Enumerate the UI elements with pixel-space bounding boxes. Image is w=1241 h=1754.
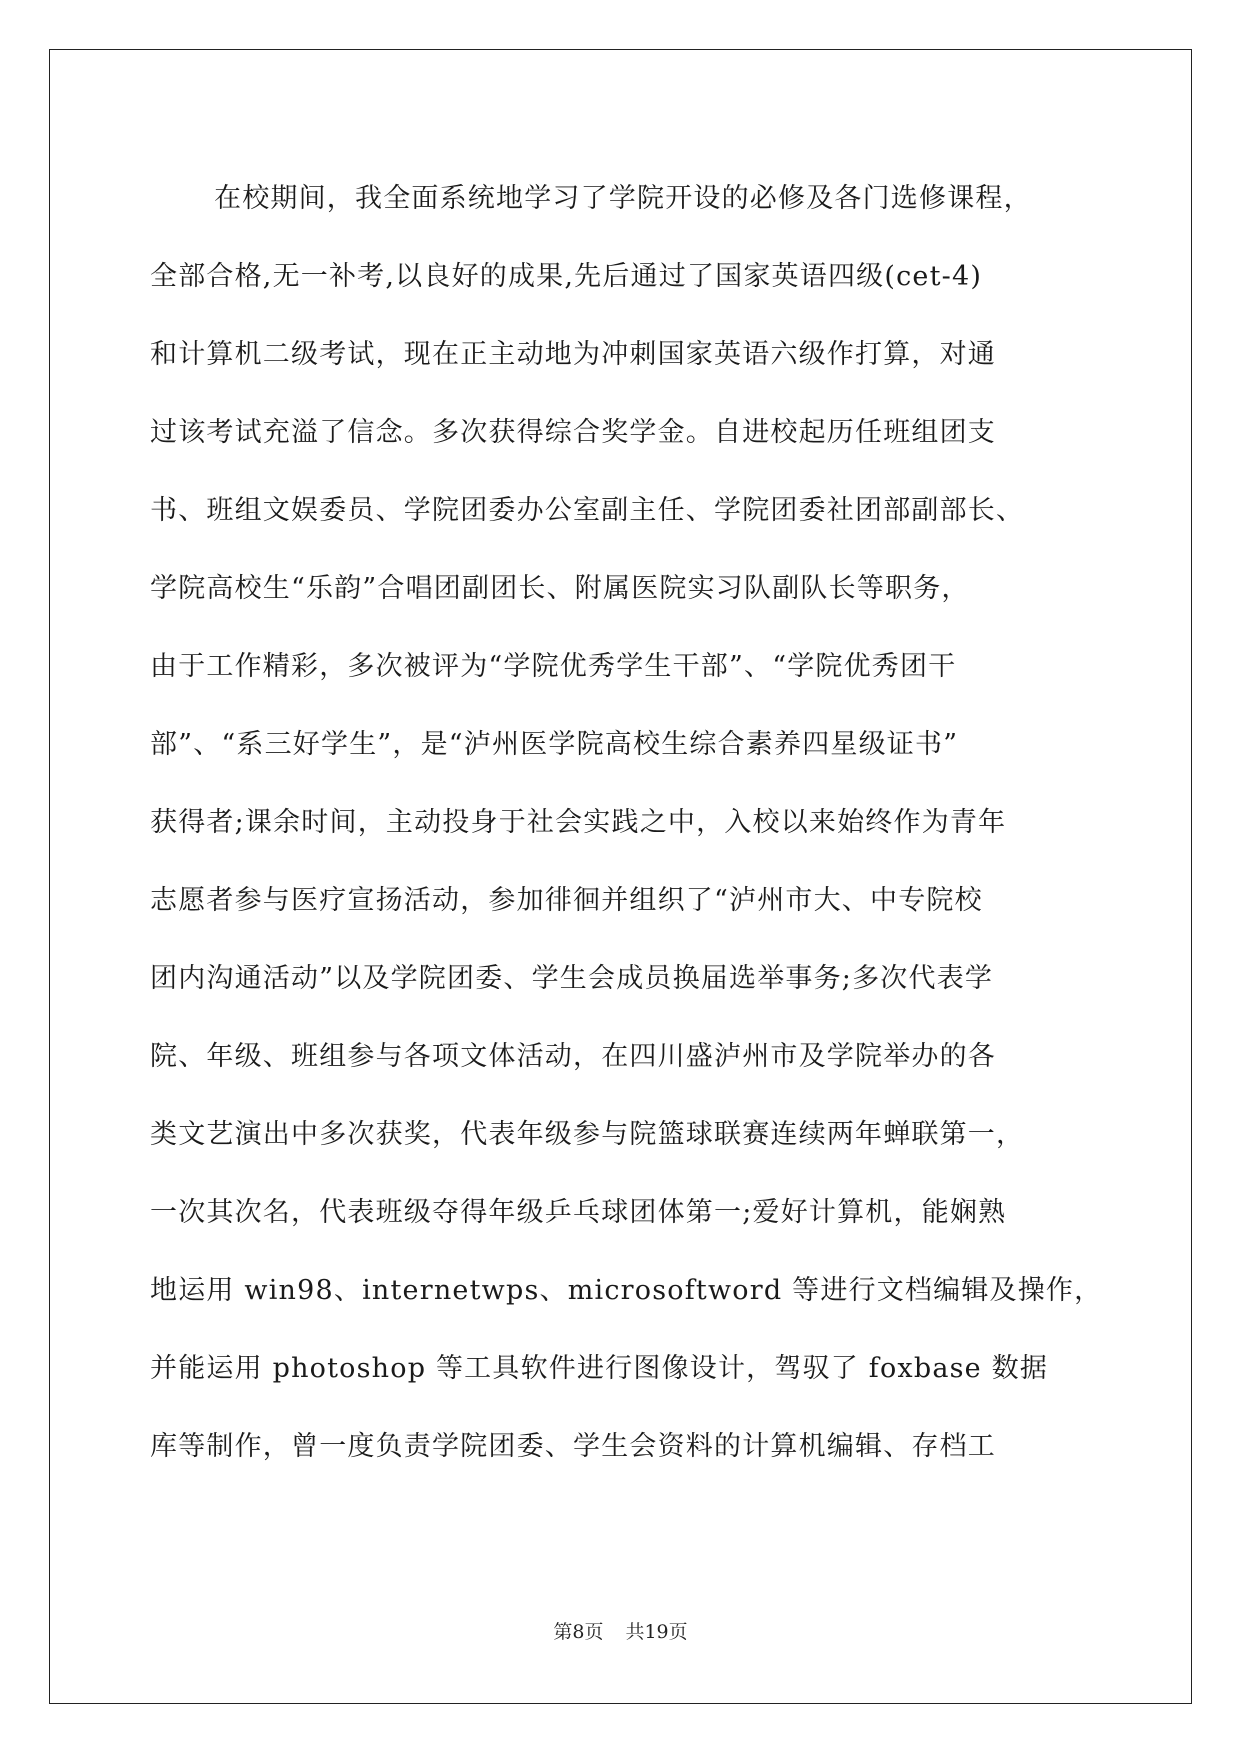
document-body: [150, 160, 1103, 1486]
paragraph-line: 并能运用 photoshop 等工具软件进行图像设计，驾驭了 foxbase 数据: [150, 1353, 1049, 1384]
paragraph-line: 学院高校生“乐韵”合唱团副团长、附属医院实习队副队长等职务，: [150, 573, 970, 604]
paragraph-line: 获得者;课余时间，主动投身于社会实践之中，入校以来始终作为青年: [150, 807, 1007, 838]
paragraph-line: 全部合格,无一补考,以良好的成果,先后通过了国家英语四级(cet-4): [150, 261, 983, 292]
paragraph-line: 和计算机二级考试，现在正主动地为冲刺国家英语六级作打算，对通: [150, 339, 996, 370]
paragraph-line: 地运用 win98、internetwps、microsoftword 等进行文档编辑及操作，: [150, 1275, 1103, 1306]
paragraph-line: 书、班组文娱委员、学院团委办公室副主任、学院团委社团部副部长、: [150, 495, 1025, 526]
paragraph-line: 志愿者参与医疗宣扬活动，参加徘徊并组织了“泸州市大、中专院校: [150, 885, 983, 916]
paragraph-line: 由于工作精彩，多次被评为“学院优秀学生干部”、“学院优秀团干: [150, 651, 957, 682]
paragraph-line: 库等制作，曾一度负责学院团委、学生会资料的计算机编辑、存档工: [150, 1431, 996, 1462]
paragraph-line: 院、年级、班组参与各项文体活动，在四川盛泸州市及学院举办的各: [150, 1041, 996, 1072]
paragraph-line: 过该考试充溢了信念。多次获得综合奖学金。自进校起历任班组团支: [150, 417, 996, 448]
page-number-current: 第8页: [553, 1621, 604, 1643]
paragraph-line: 一次其次名，代表班级夺得年级乒乓球团体第一;爱好计算机，能娴熟: [150, 1197, 1007, 1228]
paragraph-line: 部”、“系三好学生”，是“泸州医学院高校生综合素养四星级证书”: [150, 729, 959, 760]
page-footer: [0, 1620, 1241, 1644]
page-number-total: 共19页: [625, 1621, 688, 1643]
paragraph-line: 类文艺演出中多次获奖，代表年级参与院篮球联赛连续两年蝉联第一，: [150, 1119, 1025, 1150]
paragraph-line: 在校期间，我全面系统地学习了学院开设的必修及各门选修课程，: [214, 183, 1032, 214]
paragraph-line: 团内沟通活动”以及学院团委、学生会成员换届选举事务;多次代表学: [150, 963, 994, 994]
